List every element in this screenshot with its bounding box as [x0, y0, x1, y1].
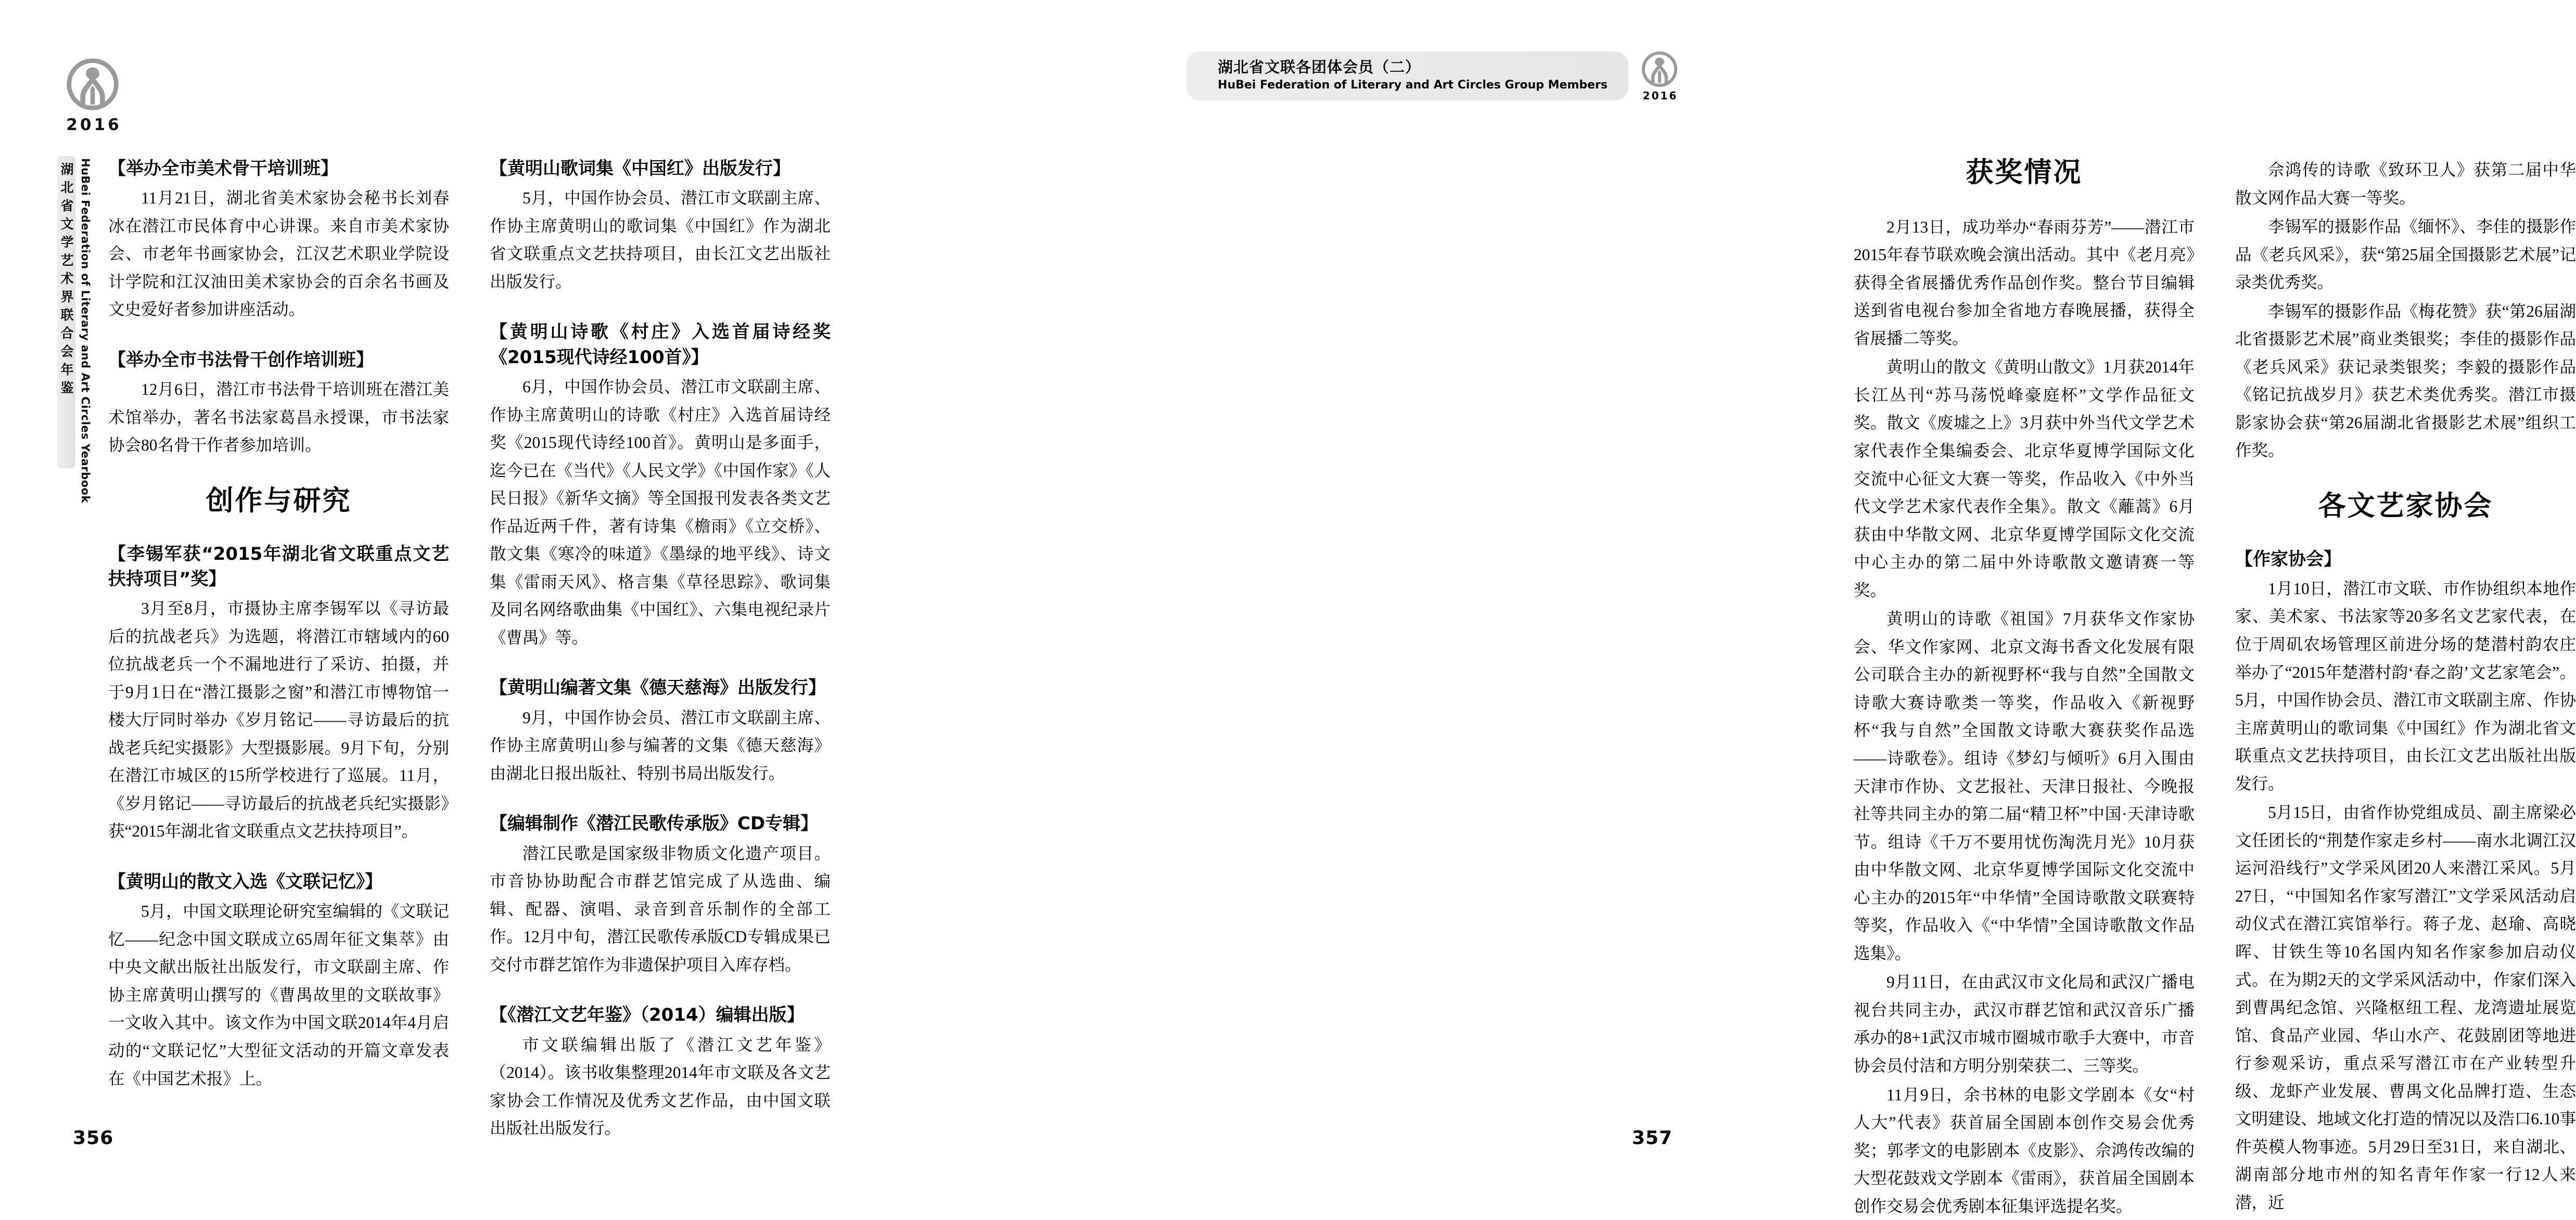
entry-title-yearbook-2014: 【《潜江文艺年鉴》（2014）编辑出版】: [490, 1005, 805, 1026]
awards-paragraph-1: 2月13日，成功举办“春雨芬芳”——潜江市2015年春节联欢晚会演出活动。其中《老月亮》获得全省展播优秀作品创作奖。整台节目编辑送到省电视台参加全省地方春晚展播，获得全省展播二等奖。: [1854, 217, 2195, 348]
awards-paragraph-3: 黄明山的诗歌《祖国》7月获华文作家协会、华文作家网、北京文海书香文化发展有限公司联合主办的新视野杯“我与自然”全国散文诗歌大赛诗歌类一等奖，作品收入《新视野杯“我与自然”全国散文诗歌大赛获奖作品选——诗歌卷》。组诗《梦幻与倾听》6月入围由天津市作协、文艺报社、天津日报社、今晚报社等共同主办的第二届“精卫杯”中国·天津诗歌节。组诗《千万不要用忧伤淘洗月光》10月获由中华散文网、北京华夏博学国际文化交流中心主办的2015年“中华情”全国诗歌散文联赛特等奖，作品收入《“中华情”全国诗歌散文作品选集》。: [1854, 610, 2195, 962]
awards-paragraph-5: 11月9日，余书林的电影文学剧本《女“村人大”代表》获首届全国剧本创作交易会优秀奖；郭孝文的电影剧本《皮影》、佘鸿传改编的大型花鼓戏文学剧本《雷雨》，获首届全国剧本创作交易会优秀剧本征集评选提名奖。: [1854, 1085, 2195, 1215]
section-title-creation-research: 创作与研究: [206, 484, 352, 517]
entry-title-cunzhuang-poem: 【黄明山诗歌《村庄》入选首届诗经奖《2015现代诗经100首》】: [490, 322, 831, 368]
side-tab-title-en: HuBei Federation of Literary and Art Circles Yearbook: [79, 158, 92, 503]
column-1: [108, 156, 449, 1093]
left-page-columns: [108, 156, 831, 1138]
section-title-awards: 获奖情况: [1966, 157, 2083, 188]
masthead-year: 2016: [66, 115, 122, 134]
column-3: [1854, 156, 2195, 1215]
side-tab-title-cn: 湖北省文学艺术界联合会年鉴: [57, 156, 75, 468]
entry-body-lixijun-award: 3月至8月，市摄协主席李锡军以《寻访最后的抗战老兵》为选题，将潜江市辖域内的60位抗战老兵一个不漏地进行了采访、拍摄，并于9月1日在“潜江摄影之窗”和潜江市博物馆一楼大厅同时举办《岁月铭记——寻访最后的抗战老兵纪实摄影》大型摄影展。9月下旬，分别在潜江市城区的15所学校进行了巡展。11月，《岁月铭记——寻访最后的抗战老兵纪实摄影》获“2015年湖北省文联重点文艺扶持项目”。: [108, 599, 449, 841]
running-header-title-cn: 湖北省文联各团体会员（二）: [1218, 58, 1421, 76]
section-title-associations: 各文艺家协会: [2318, 490, 2493, 522]
page-number-right: 357: [1631, 1127, 1673, 1149]
entry-body-zhongguohong: 5月，中国作协会员、潜江市文联副主席、作协主席黄明山的歌词集《中国红》作为湖北省文联重点文艺扶持项目，由长江文艺出版社出版发行。: [490, 189, 831, 291]
entry-title-zhongguohong: 【黄明山歌词集《中国红》出版发行】: [490, 158, 790, 179]
awards-paragraph-7: 李锡军的摄影作品《缅怀》、李佳的摄影作品《老兵风采》，获“第25届全国摄影艺术展”记录类优秀奖。: [2235, 217, 2576, 292]
running-header: [1210, 50, 1691, 102]
side-tab: [57, 156, 92, 503]
entry-title-detianchihai: 【黄明山编著文集《德天慈海》出版发行】: [490, 677, 826, 699]
entry-title-art-training: 【举办全市美术骨干培训班】: [108, 158, 338, 179]
entry-body-huangmingshan-essay: 5月，中国文联理论研究室编辑的《文联记忆——纪念中国文联成立65周年征文集萃》由中央文献出版社出版发行，市文联副主席、作协主席黄明山撰写的《曹禺故里的文联故事》一文收入其中。该文作为中国文联2014年4月启动的“文联记忆”大型征文活动的开篇文章发表在《中国艺术报》上。: [108, 902, 449, 1088]
entry-title-qianjiang-folk-cd: 【编辑制作《潜江民歌传承版》CD专辑】: [490, 813, 819, 834]
entry-body-cunzhuang-poem: 6月，中国作协会员、潜江市文联副主席、作协主席黄明山的诗歌《村庄》入选首届诗经奖《2015现代诗经100首》。黄明山是多面手，迄今已在《当代》《人民文学》《中国作家》《人民日报》《新华文摘》等全国报刊发表各类文艺作品近两千件，著有诗集《檐雨》《立交桥》、散文集《寒冷的味道》《墨绿的地平线》、诗文集《雷雨天风》、格言集《草径思踪》、歌词集及同名网络歌曲集《中国红》、六集电视纪录片《曹禺》等。: [490, 377, 831, 647]
entry-title-lixijun-award: 【李锡军获“2015年湖北省文联重点文艺扶持项目”奖】: [108, 543, 449, 589]
page-right: [873, 0, 2576, 1215]
masthead-logo-block: [56, 56, 129, 134]
entry-title-huangmingshan-essay: 【黄明山的散文入选《文联记忆》】: [108, 871, 382, 892]
awards-paragraph-4: 9月11日，在由武汉市文化局和武汉广播电视台共同主办，武汉市群艺馆和武汉音乐广播承办的8+1武汉市城市圈城市歌手大赛中，市音协会员付洁和方明分别荣获二、三等奖。: [1854, 973, 2195, 1075]
entry-title-calligraphy-training: 【举办全市书法骨干创作培训班】: [108, 350, 374, 370]
running-header-logo-block: [1628, 50, 1691, 102]
awards-paragraph-6: 佘鸿传的诗歌《致环卫人》获第二届中华散文网作品大赛一等奖。: [2235, 161, 2576, 207]
running-header-title-en: HuBei Federation of Literary and Art Circles Group Members: [1218, 79, 1608, 92]
federation-emblem-icon: [65, 56, 121, 112]
entry-title-writers-association: 【作家协会】: [2235, 548, 2341, 570]
writers-association-paragraph-2: 5月15日，由省作协党组成员、副主席梁必文任团长的“荆楚作家走乡村——南水北调江汉运河沿线行”文学采风团20人来潜江采风。5月27日，“中国知名作家写潜江”文学采风活动启动仪式在潜江宾馆举行。蒋子龙、赵瑜、高晓晖、甘铁生等10名国内知名作家参加启动仪式。在为期2天的文学采风活动中，作家们深入到曹禺纪念馆、兴隆枢纽工程、龙湾遗址展览馆、食品产业园、华山水产、花鼓剧团等地进行参观采访，重点采写潜江市在产业转型升级、龙虾产业发展、曹禺文化品牌打造、生态文明建设、地域文化打造的情况以及浩口6.10事件英模人物事迹。5月29日至31日，来自湖北、湖南部分地市州的知名青年作家一行12人来潜，近: [2235, 803, 2576, 1212]
running-header-band: [1187, 52, 1628, 100]
entry-body-yearbook-2014: 市文联编辑出版了《潜江文艺年鉴》（2014）。该书收集整理2014年市文联及各文艺家协会工作情况及优秀文艺作品，由中国文联出版社出版发行。: [490, 1035, 831, 1138]
awards-paragraph-8: 李锡军的摄影作品《梅花赞》获“第26届湖北省摄影艺术展”商业类银奖；李佳的摄影作品《老兵风采》获记录类银奖；李毅的摄影作品《铭记抗战岁月》获艺术类优秀奖。潜江市摄影家协会获“第26届湖北省摄影艺术展”组织工作奖。: [2235, 302, 2576, 460]
writers-association-paragraph-1: 1月10日，潜江市文联、市作协组织本地作家、美术家、书法家等20多名文艺家代表，在位于周矶农场管理区前进分场的楚潜村韵农庄举办了“2015年楚潜村韵‘春之韵’文艺家笔会”。5月，中国作协会员、潜江市文联副主席、作协主席黄明山的歌词集《中国红》作为湖北省文联重点文艺扶持项目，由长江文艺出版社出版发行。: [2235, 579, 2576, 793]
column-2: [490, 156, 831, 1138]
federation-emblem-icon: [1640, 50, 1679, 88]
entry-body-qianjiang-folk-cd: 潜江民歌是国家级非物质文化遗产项目。市音协协助配合市群艺馆完成了从选曲、编辑、配器、演唱、录音到音乐制作的全部工作。12月中旬，潜江民歌传承版CD专辑成果已交付市群艺馆作为非遗保护项目入库存档。: [490, 844, 831, 974]
right-page-columns: [1854, 156, 2576, 1215]
running-header-year: 2016: [1642, 89, 1678, 102]
entry-body-art-training: 11月21日，湖北省美术家协会秘书长刘春冰在潜江市民体育中心讲课。来自市美术家协会、市老年书画家协会，江汉艺术职业学院设计学院和江汉油田美术家协会的百余名书画及文史爱好者参加讲座活动。: [108, 189, 449, 319]
page-left: [0, 0, 873, 1192]
entry-body-calligraphy-training: 12月6日，潜江市书法骨干培训班在潜江美术馆举办，著名书法家葛昌永授课，市书法家协会80名骨干作者参加培训。: [108, 380, 449, 455]
page-number-left: 356: [73, 1127, 114, 1149]
awards-paragraph-2: 黄明山的散文《黄明山散文》1月获2014年长江丛刊“苏马荡悦峰豪庭杯”文学作品征文奖。散文《废墟之上》3月获中外当代文学艺术家代表作全集编委会、北京华夏博学国际文化交流中心征文大赛一等奖，作品收入《中外当代文学艺术家代表作全集》。散文《蘺蒿》6月获由中华散文网、北京华夏博学国际文化交流中心主办的第二届中外诗歌散文邀请赛一等奖。: [1854, 358, 2195, 599]
entry-body-detianchihai: 9月，中国作协会员、潜江市文联副主席、作协主席黄明山参与编著的文集《德天慈海》由湖北日报出版社、特别书局出版发行。: [490, 708, 831, 782]
column-4: [2235, 156, 2576, 1212]
